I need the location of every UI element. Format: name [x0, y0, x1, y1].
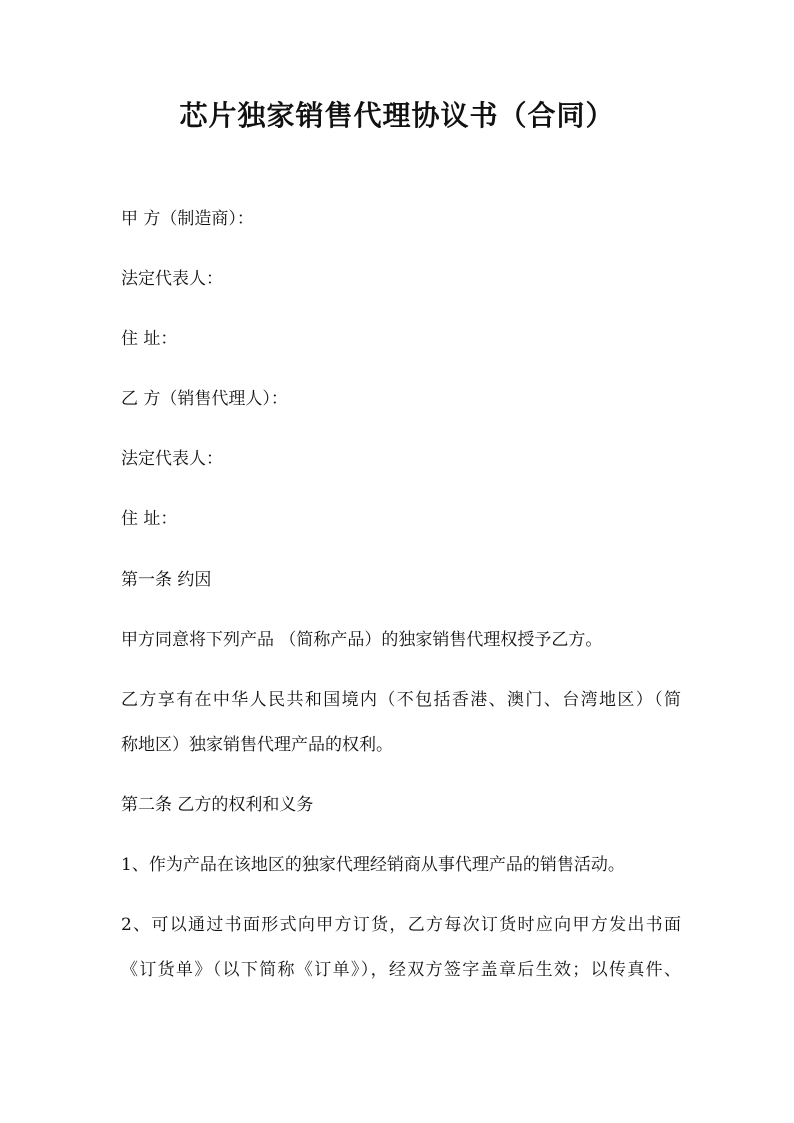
- party-b-legal-rep-line: 法定代表人：: [121, 449, 223, 469]
- party-a-address-line: 住 址：: [121, 329, 178, 349]
- party-b-line: 乙 方（销售代理人）：: [121, 389, 288, 409]
- party-b-address-line: 住 址：: [121, 509, 178, 529]
- article-2-item-2-line-2: 《订货单》（以下简称《订单》），经双方签字盖章后生效；以传真件、: [121, 960, 681, 980]
- article-2-heading: 第二条 乙方的权利和义务: [121, 795, 314, 815]
- article-2-item-2-line-1: 2、可以通过书面形式向甲方订货，乙方每次订货时应向甲方发出书面: [121, 915, 681, 935]
- party-a-line: 甲 方（制造商）：: [121, 209, 254, 229]
- party-a-legal-rep-line: 法定代表人：: [121, 269, 223, 289]
- article-1-paragraph-2-line-1: 乙方享有在中华人民共和国境内（不包括香港、澳门、台湾地区）（简: [121, 690, 681, 710]
- document-title: 芯片独家销售代理协议书（合同）: [179, 99, 615, 132]
- article-1-paragraph-2-line-2: 称地区）独家销售代理产品的权利。: [121, 735, 393, 755]
- article-1-paragraph-1: 甲方同意将下列产品 （简称产品）的独家销售代理权授予乙方。: [121, 630, 603, 650]
- article-1-heading: 第一条 约因: [121, 570, 212, 590]
- article-2-item-1: 1、作为产品在该地区的独家代理经销商从事代理产品的销售活动。: [121, 855, 625, 875]
